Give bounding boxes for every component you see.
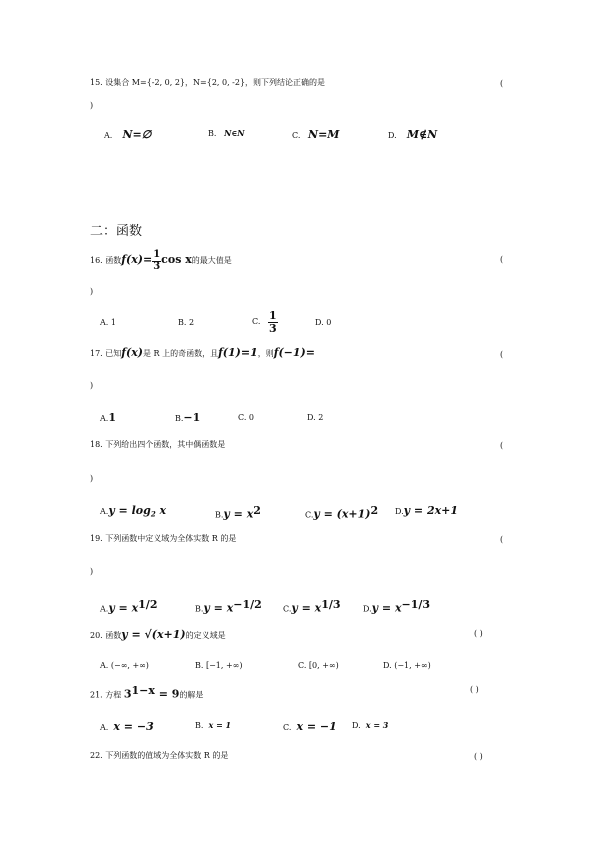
- q17-option-b: B.−1: [175, 411, 201, 424]
- q15-option-a: A. N=∅: [104, 128, 152, 141]
- q21-option-a: A. x = −3: [100, 720, 154, 733]
- q19-option-b: $B.y = x^{-1/2}$: [195, 598, 262, 615]
- q21-paren: ( ): [470, 685, 479, 694]
- q15-stem: 15. 设集合 M={-2, 0, 2}，N={2, 0, -2}，则下列结论正确的是: [90, 78, 326, 87]
- q19-option-d: $D.y = x^{-1/3}$: [363, 598, 431, 615]
- q22-stem: 22. 下列函数的值域为全体实数 R 的是: [90, 751, 229, 760]
- q18-option-b: $B.y = x^2$: [215, 504, 261, 521]
- q19-open-paren: (: [500, 535, 504, 544]
- q16-option-b: B. 2: [178, 318, 195, 327]
- q15-open-paren: (: [500, 79, 504, 88]
- q22-paren: ( ): [474, 752, 483, 761]
- q18-option-a: $A.y = \log_2 x$: [100, 504, 167, 519]
- q17-option-d: D. 2: [307, 413, 324, 422]
- q19-stem: 19. 下列函数中定义域为全体实数 R 的是: [90, 534, 237, 543]
- q17-option-c: C. 0: [238, 413, 255, 422]
- q15-option-d: D. M∉N: [388, 128, 438, 141]
- q21-option-b: B. x = 1: [195, 720, 232, 730]
- q18-stem: 18. 下列给出四个函数，其中偶函数是: [90, 440, 226, 449]
- q17-close-paren: ): [90, 381, 94, 390]
- q20-option-c: C. [0, +∞): [298, 661, 339, 670]
- q19-option-c: $C.y = x^{1/3}$: [283, 598, 341, 615]
- q17-open-paren: (: [500, 350, 504, 359]
- q21-stem: 21. 方程 $3^{1-x} = 9$的解是: [90, 684, 204, 701]
- q15-option-b: B. N∈N: [208, 128, 245, 138]
- q16-open-paren: (: [500, 255, 504, 264]
- q20-option-d: D. (−1, +∞): [383, 661, 431, 670]
- q16-stem: 16. 函数f(x)= $\frac{1}{3}$ cos x的最大值是: [90, 249, 232, 272]
- q18-option-d: D.y = 2x+1: [395, 504, 459, 517]
- q20-stem: 20. 函数y = √(x+1)的定义域是: [90, 628, 226, 641]
- q17-option-a: A.1: [100, 411, 116, 424]
- q16-close-paren: ): [90, 287, 94, 296]
- q16-option-c: C. $\frac{1}{3}$: [252, 309, 277, 335]
- q21-option-c: C. x = −1: [283, 720, 337, 733]
- q15-close-paren: ): [90, 101, 94, 110]
- q18-close-paren: ): [90, 474, 94, 483]
- q18-option-c: $C.y = (x+1)^2$: [305, 504, 379, 521]
- q19-close-paren: ): [90, 567, 94, 576]
- q16-option-d: D. 0: [315, 318, 332, 327]
- section-title: 二：函数: [90, 224, 143, 239]
- q15-option-c: C. N=M: [292, 128, 340, 141]
- q16-option-a: A. 1: [100, 318, 116, 327]
- q20-option-b: B. [−1, +∞): [195, 661, 243, 670]
- q20-option-a: A. (−∞, +∞): [100, 661, 149, 670]
- q18-open-paren: (: [500, 441, 504, 450]
- q16-fraction: $\frac{1}{3}$: [153, 249, 161, 272]
- q20-paren: ( ): [474, 629, 483, 638]
- q19-option-a: $A.y = x^{1/2}$: [100, 598, 158, 615]
- q17-stem: 17. 已知f(x)是 R 上的奇函数，且f(1)=1，则f(−1)=: [90, 346, 315, 359]
- q21-option-d: D. x = 3: [352, 720, 389, 730]
